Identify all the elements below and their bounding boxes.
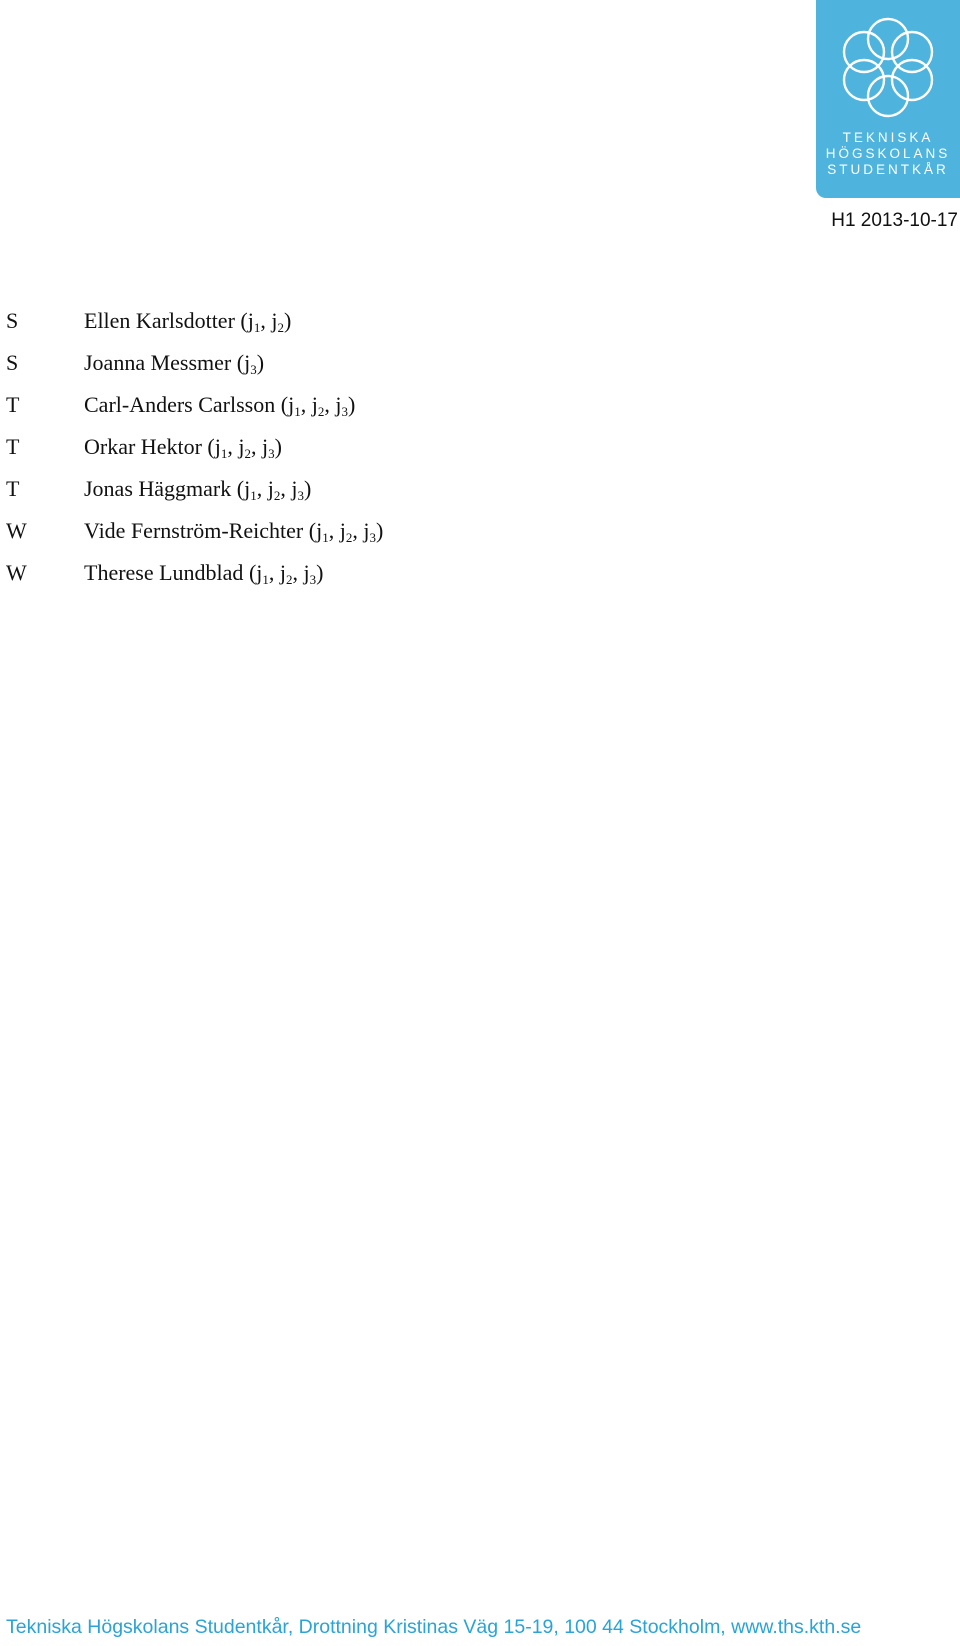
list-item [0,426,700,468]
member-list [0,300,700,594]
member-name: Orkar Hektor [84,434,202,459]
meeting-subscript: 3 [309,572,317,587]
member-role: S [6,350,19,375]
document-code: H1 2013-10-17 [831,210,958,231]
list-item [0,300,700,342]
member-name: Therese Lundblad [84,560,244,585]
member-name: Joanna Messmer [84,350,232,375]
member-role: W [6,560,27,585]
member-entry: Therese Lundblad ($j_1$, $j_2$, $j_3$) [84,560,324,587]
member-role: W [6,518,27,543]
member-entry: Ellen Karlsdotter ($j_1$, $j_2$) [84,308,292,335]
footer-address: Tekniska Högskolans Studentkår, Drottning Kristinas Väg 15-19, 100 44 Stockholm, www.ths.kth.se [6,1616,862,1638]
logo-line-1: TEKNISKA [842,130,934,145]
member-name: Carl-Anders Carlsson [84,392,276,417]
member-role: T [6,434,20,459]
logo-line-2: HÖGSKOLANS [825,146,951,161]
member-name: Vide Fernström-Reichter [84,518,304,543]
meeting-subscript: 1 [322,530,329,545]
member-entry: Orkar Hektor ($j_1$, $j_2$, $j_3$) [84,434,282,461]
meeting-subscript: 1 [250,488,257,503]
meeting-subscript: 3 [250,362,257,377]
meeting-subscript: 3 [268,446,275,461]
meeting-subscript: 2 [317,404,325,419]
meeting-subscript: 2 [277,320,284,335]
member-role: T [6,392,20,417]
member-name: Jonas Häggmark [84,476,232,501]
meeting-subscript: 2 [286,572,293,587]
logo-line-3: STUDENTKÅR [827,162,949,177]
list-item [0,468,700,510]
member-name: Ellen Karlsdotter [84,308,235,333]
meeting-subscript: 2 [273,488,281,503]
list-item [0,342,700,384]
meeting-subscript: 1 [253,320,261,335]
list-item [0,510,700,552]
member-role: S [6,308,19,333]
meeting-subscript: 3 [297,488,304,503]
list-item [0,552,700,594]
member-entry: Joanna Messmer $(j_3)$ [84,350,265,377]
member-entry: Jonas Häggmark ($j_1$, $j_2$, $j_3$) [84,476,312,503]
meeting-subscript: 3 [369,530,376,545]
meeting-subscript: 2 [345,530,353,545]
ths-logo [816,0,960,198]
meeting-subscript: 1 [220,446,228,461]
member-role: T [6,476,20,501]
logo-wordmark [816,130,960,178]
meeting-subscript: 1 [262,572,269,587]
rings-logo-icon [831,14,945,124]
meeting-subscript: 3 [341,404,348,419]
member-entry: Carl-Anders Carlsson ($j_1$, $j_2$, $j_3$) [84,392,356,419]
member-entry: Vide Fernström-Reichter ($j_1$, $j_2$, $j_3$) [84,518,384,545]
meeting-subscript: 2 [244,446,251,461]
list-item [0,384,700,426]
meeting-subscript: 1 [294,404,301,419]
